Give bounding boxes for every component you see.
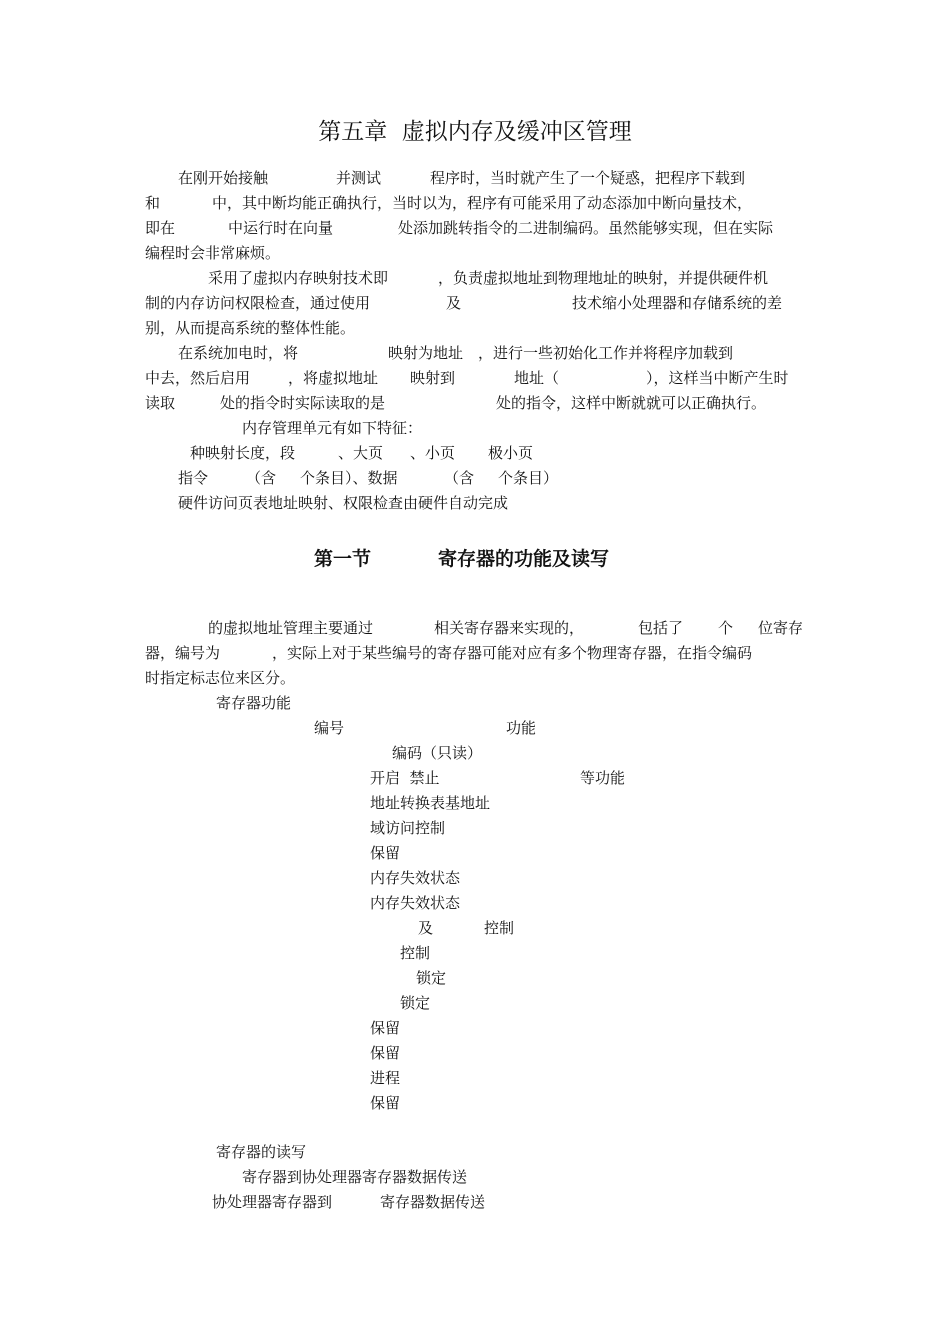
feature-1-text: 、大页 — [338, 444, 384, 462]
table-row: 锁定 — [400, 994, 431, 1012]
intro-p3-text: ），这样当中断产生时 — [646, 369, 789, 387]
section-p1-text: ，实际上对于某些编号的寄存器可能对应有多个物理寄存器，在指令编码 — [272, 644, 753, 662]
intro-p1-text: 在刚开始接触 — [178, 169, 269, 187]
intro-p3-text: 处的指令，这样中断就就可以正确执行。 — [496, 394, 767, 412]
intro-p3-text: ，进行一些初始化工作并将程序加载到 — [478, 344, 734, 362]
intro-p1-text: 编程时会非常麻烦。 — [145, 244, 281, 262]
section-p1-text: 位寄存 — [758, 619, 804, 637]
feature-2-text: （含 — [444, 469, 475, 487]
table-row: 地址转换表基地址 — [370, 794, 491, 812]
table-row: 开启 禁止 — [370, 769, 440, 787]
reg-function-heading: 寄存器功能 — [216, 694, 292, 712]
section-title: 寄存器的功能及读写 — [438, 548, 610, 570]
feature-2-text: 指令 — [178, 469, 209, 487]
table-header-function: 功能 — [506, 719, 537, 737]
intro-p1-text: 即在 — [145, 219, 176, 237]
rw-heading: 寄存器的读写 — [216, 1143, 307, 1161]
intro-p2-text: 及 — [446, 294, 462, 312]
feature-3-text: 硬件访问页表地址映射、权限检查由硬件自动完成 — [178, 494, 509, 512]
section-p1-text: 包括了 — [638, 619, 684, 637]
intro-p1-text: 程序时，当时就产生了一个疑惑，把程序下载到 — [430, 169, 746, 187]
table-row: 保留 — [370, 1044, 401, 1062]
section-p1-text: 个 — [718, 619, 734, 637]
table-row: 控制 — [484, 919, 515, 937]
intro-p3-text: 地址（ — [514, 369, 560, 387]
table-row: 内存失效状态 — [370, 894, 461, 912]
feature-1-text: 、小页 — [410, 444, 456, 462]
intro-p3-text: 映射为地址 — [388, 344, 464, 362]
intro-p1-text: 中，其中断均能正确执行，当时以为，程序有可能采用了动态添加中断向量技术， — [212, 194, 753, 212]
feature-2-text: （含 — [246, 469, 277, 487]
table-row: 编码（只读） — [392, 744, 483, 762]
intro-p1-text: 和 — [145, 194, 161, 212]
intro-p2-text: 别，从而提高系统的整体性能。 — [145, 319, 356, 337]
rw-item: 寄存器数据传送 — [380, 1193, 486, 1211]
table-row: 内存失效状态 — [370, 869, 461, 887]
table-header-number: 编号 — [314, 719, 345, 737]
intro-p3-text: 在系统加电时，将 — [178, 344, 299, 362]
table-row: 进程 — [370, 1069, 401, 1087]
rw-item: 协处理器寄存器到 — [212, 1193, 333, 1211]
section-p1-text: 相关寄存器来实现的， — [434, 619, 585, 637]
table-row: 等功能 — [580, 769, 626, 787]
intro-p1-text: 处添加跳转指令的二进制编码。虽然能够实现，但在实际 — [398, 219, 774, 237]
intro-p1-text: 中运行时在向量 — [228, 219, 334, 237]
section-p1-text: 的虚拟地址管理主要通过 — [208, 619, 374, 637]
intro-p1-text: 并测试 — [336, 169, 382, 187]
table-row: 锁定 — [416, 969, 447, 987]
intro-p3-text: 读取 — [145, 394, 176, 412]
feature-2-text: 个条目） — [498, 469, 559, 487]
feature-1-text: 种映射长度，段 — [190, 444, 296, 462]
section-p1-text: 时指定标志位来区分。 — [145, 669, 296, 687]
section-p1-text: 器，编号为 — [145, 644, 221, 662]
feature-2-text: 个条目）、数据 — [300, 469, 398, 487]
table-row: 控制 — [400, 944, 431, 962]
mmu-features-intro: 内存管理单元有如下特征： — [242, 419, 423, 437]
intro-p2-text: 制的内存访问权限检查，通过使用 — [145, 294, 371, 312]
chapter-title: 第五章 虚拟内存及缓冲区管理 — [318, 119, 632, 145]
intro-p3-text: 处的指令时实际读取的是 — [220, 394, 386, 412]
table-row: 保留 — [370, 1094, 401, 1112]
intro-p3-text: ，将虚拟地址 — [288, 369, 379, 387]
table-row: 保留 — [370, 844, 401, 862]
intro-p2-text: 技术缩小处理器和存储系统的差 — [572, 294, 783, 312]
table-row: 及 — [418, 919, 434, 937]
intro-p2-text: ，负责虚拟地址到物理地址的映射，并提供硬件机 — [438, 269, 769, 287]
table-row: 域访问控制 — [370, 819, 446, 837]
feature-1-text: 极小页 — [488, 444, 534, 462]
section-label: 第一节 — [314, 548, 372, 570]
rw-item: 寄存器到协处理器寄存器数据传送 — [242, 1168, 468, 1186]
intro-p2-text: 采用了虚拟内存映射技术即 — [208, 269, 389, 287]
intro-p3-text: 映射到 — [410, 369, 456, 387]
table-row: 保留 — [370, 1019, 401, 1037]
intro-p3-text: 中去，然后启用 — [145, 369, 251, 387]
